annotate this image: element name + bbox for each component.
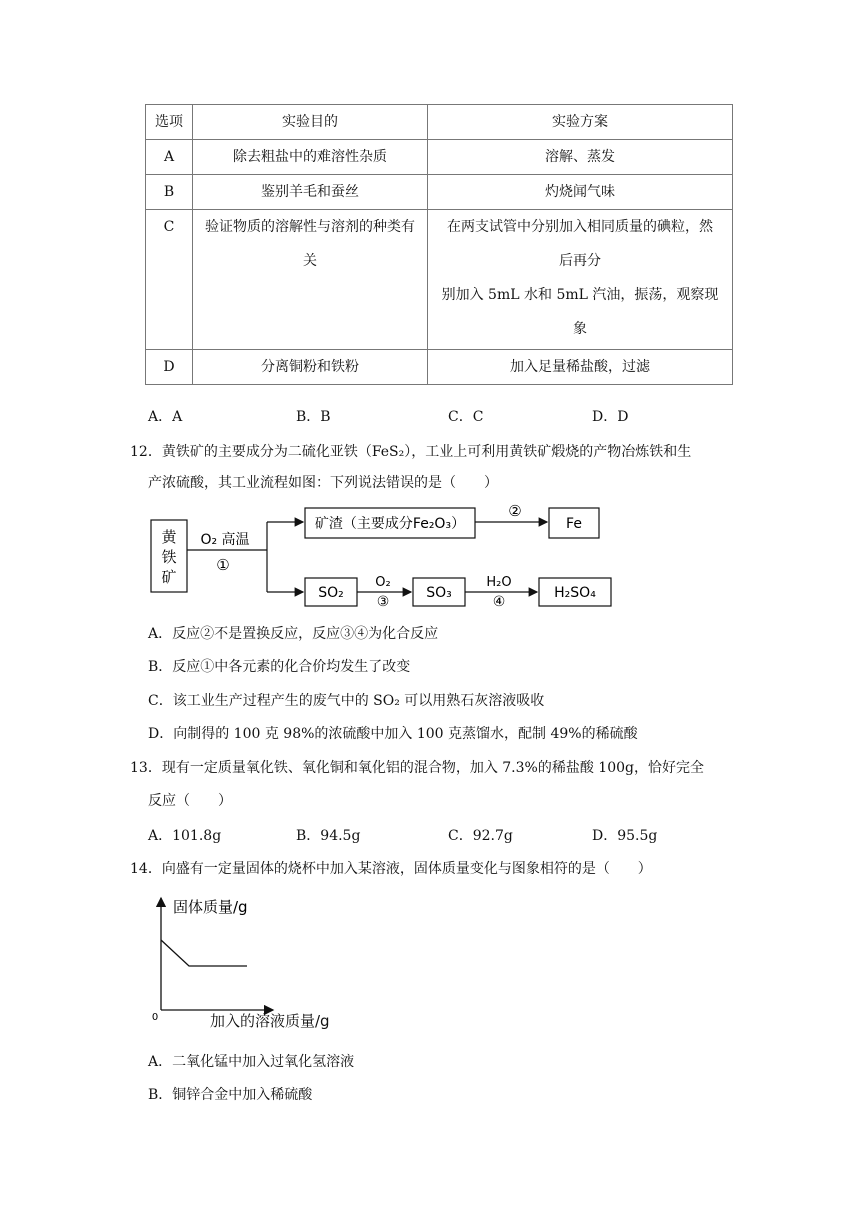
y-axis-label: 固体质量/g: [173, 898, 248, 916]
goal-line: 关: [303, 253, 317, 269]
header-goal: 实验目的: [193, 105, 428, 140]
so3-label: SO₃: [426, 585, 452, 601]
plan-line: 象: [573, 321, 587, 337]
condition-o2-high-temp: O₂ 高温: [200, 532, 250, 548]
plan-line: 后再分: [559, 253, 601, 269]
header-plan: 实验方案: [428, 105, 733, 140]
ore-label-2: 铁: [161, 548, 177, 566]
choice-a[interactable]: A．101.8g: [148, 828, 222, 844]
choice-d[interactable]: D．95.5g: [592, 828, 658, 844]
row-option: D: [146, 350, 193, 385]
table-header-row: [146, 105, 733, 140]
step-2-label: ②: [508, 502, 522, 520]
row-plan: 加入足量稀盐酸，过滤: [428, 350, 733, 385]
flow-diagram: [145, 500, 625, 612]
q12-option-d[interactable]: D．向制得的 100 克 98%的浓硫酸中加入 100 克蒸馏水，配制 49%的稀硫酸: [148, 726, 638, 742]
fe-label: Fe: [566, 516, 582, 532]
q14-stem: 14．向盛有一定量固体的烧杯中加入某溶液，固体质量变化与图象相符的是（ ）: [130, 861, 652, 877]
row-plan: 溶解、蒸发: [428, 140, 733, 175]
row-goal: 鉴别羊毛和蚕丝: [193, 175, 428, 210]
choice-b[interactable]: B．94.5g: [296, 828, 361, 844]
o2-condition: O₂: [375, 575, 391, 590]
q14-option-a[interactable]: A．二氧化锰中加入过氧化氢溶液: [148, 1054, 355, 1070]
table-row: [146, 140, 733, 175]
x-axis-label: 加入的溶液质量/g: [210, 1012, 330, 1030]
origin-label: 0: [151, 1012, 159, 1023]
q14-option-b[interactable]: B．铜锌合金中加入稀硫酸: [148, 1087, 313, 1103]
q12-stem-line2: 产浓硫酸，其工业流程如图：下列说法错误的是（ ）: [148, 475, 498, 491]
h2o-condition: H₂O: [486, 575, 512, 590]
q13-stem-line1: 13．现有一定质量氧化铁、氧化铜和氧化铝的混合物，加入 7.3%的稀盐酸 100g，恰好完全: [130, 760, 704, 776]
step-3-label: ③: [376, 594, 390, 608]
row-goal: [193, 210, 428, 350]
ore-label-1: 黄: [161, 528, 177, 546]
choice-b[interactable]: B．B: [296, 409, 331, 425]
flow-diagram-svg: [145, 500, 625, 608]
row-option: A: [146, 140, 193, 175]
q13-stem-line2: 反应（ ）: [148, 793, 232, 809]
row-plan: 灼烧闻气味: [428, 175, 733, 210]
header-option: 选项: [146, 105, 193, 140]
goal-line: 验证物质的溶解性与溶剂的种类有: [205, 219, 415, 235]
table-row: [146, 350, 733, 385]
q14-graph-svg: [145, 890, 345, 1030]
so2-label: SO₂: [318, 585, 344, 601]
plan-line: 在两支试管中分别加入相同质量的碘粒，然: [447, 219, 713, 235]
h2so4-label: H₂SO₄: [554, 585, 596, 601]
q12-option-c[interactable]: C．该工业生产过程产生的废气中的 SO₂ 可以用熟石灰溶液吸收: [148, 693, 545, 709]
choice-c[interactable]: C．C: [448, 409, 484, 425]
table-row: [146, 175, 733, 210]
step-4-label: ④: [492, 594, 506, 608]
choice-c[interactable]: C．92.7g: [448, 828, 513, 844]
table-row: [146, 210, 733, 350]
row-option: B: [146, 175, 193, 210]
plan-line: 别加入 5mL 水和 5mL 汽油，振荡，观察现: [441, 287, 719, 303]
row-goal: 分离铜粉和铁粉: [193, 350, 428, 385]
q12-stem-line1: 12．黄铁矿的主要成分为二硫化亚铁（FeS₂），工业上可利用黄铁矿煅烧的产物冶炼铁和生: [130, 444, 692, 460]
q12-option-b[interactable]: B．反应①中各元素的化合价均发生了改变: [148, 659, 411, 675]
row-goal: 除去粗盐中的难溶性杂质: [193, 140, 428, 175]
step-1-label: ①: [216, 556, 230, 574]
ore-label-3: 矿: [161, 568, 177, 586]
experiment-table: [145, 104, 733, 385]
choice-d[interactable]: D．D: [592, 409, 629, 425]
choice-a[interactable]: A．A: [148, 409, 183, 425]
slag-label: 矿渣（主要成分Fe₂O₃）: [314, 516, 466, 532]
mass-curve: [161, 940, 247, 966]
row-plan: [428, 210, 733, 350]
q12-option-a[interactable]: A．反应②不是置换反应，反应③④为化合反应: [148, 626, 439, 642]
row-option: C: [146, 210, 193, 350]
